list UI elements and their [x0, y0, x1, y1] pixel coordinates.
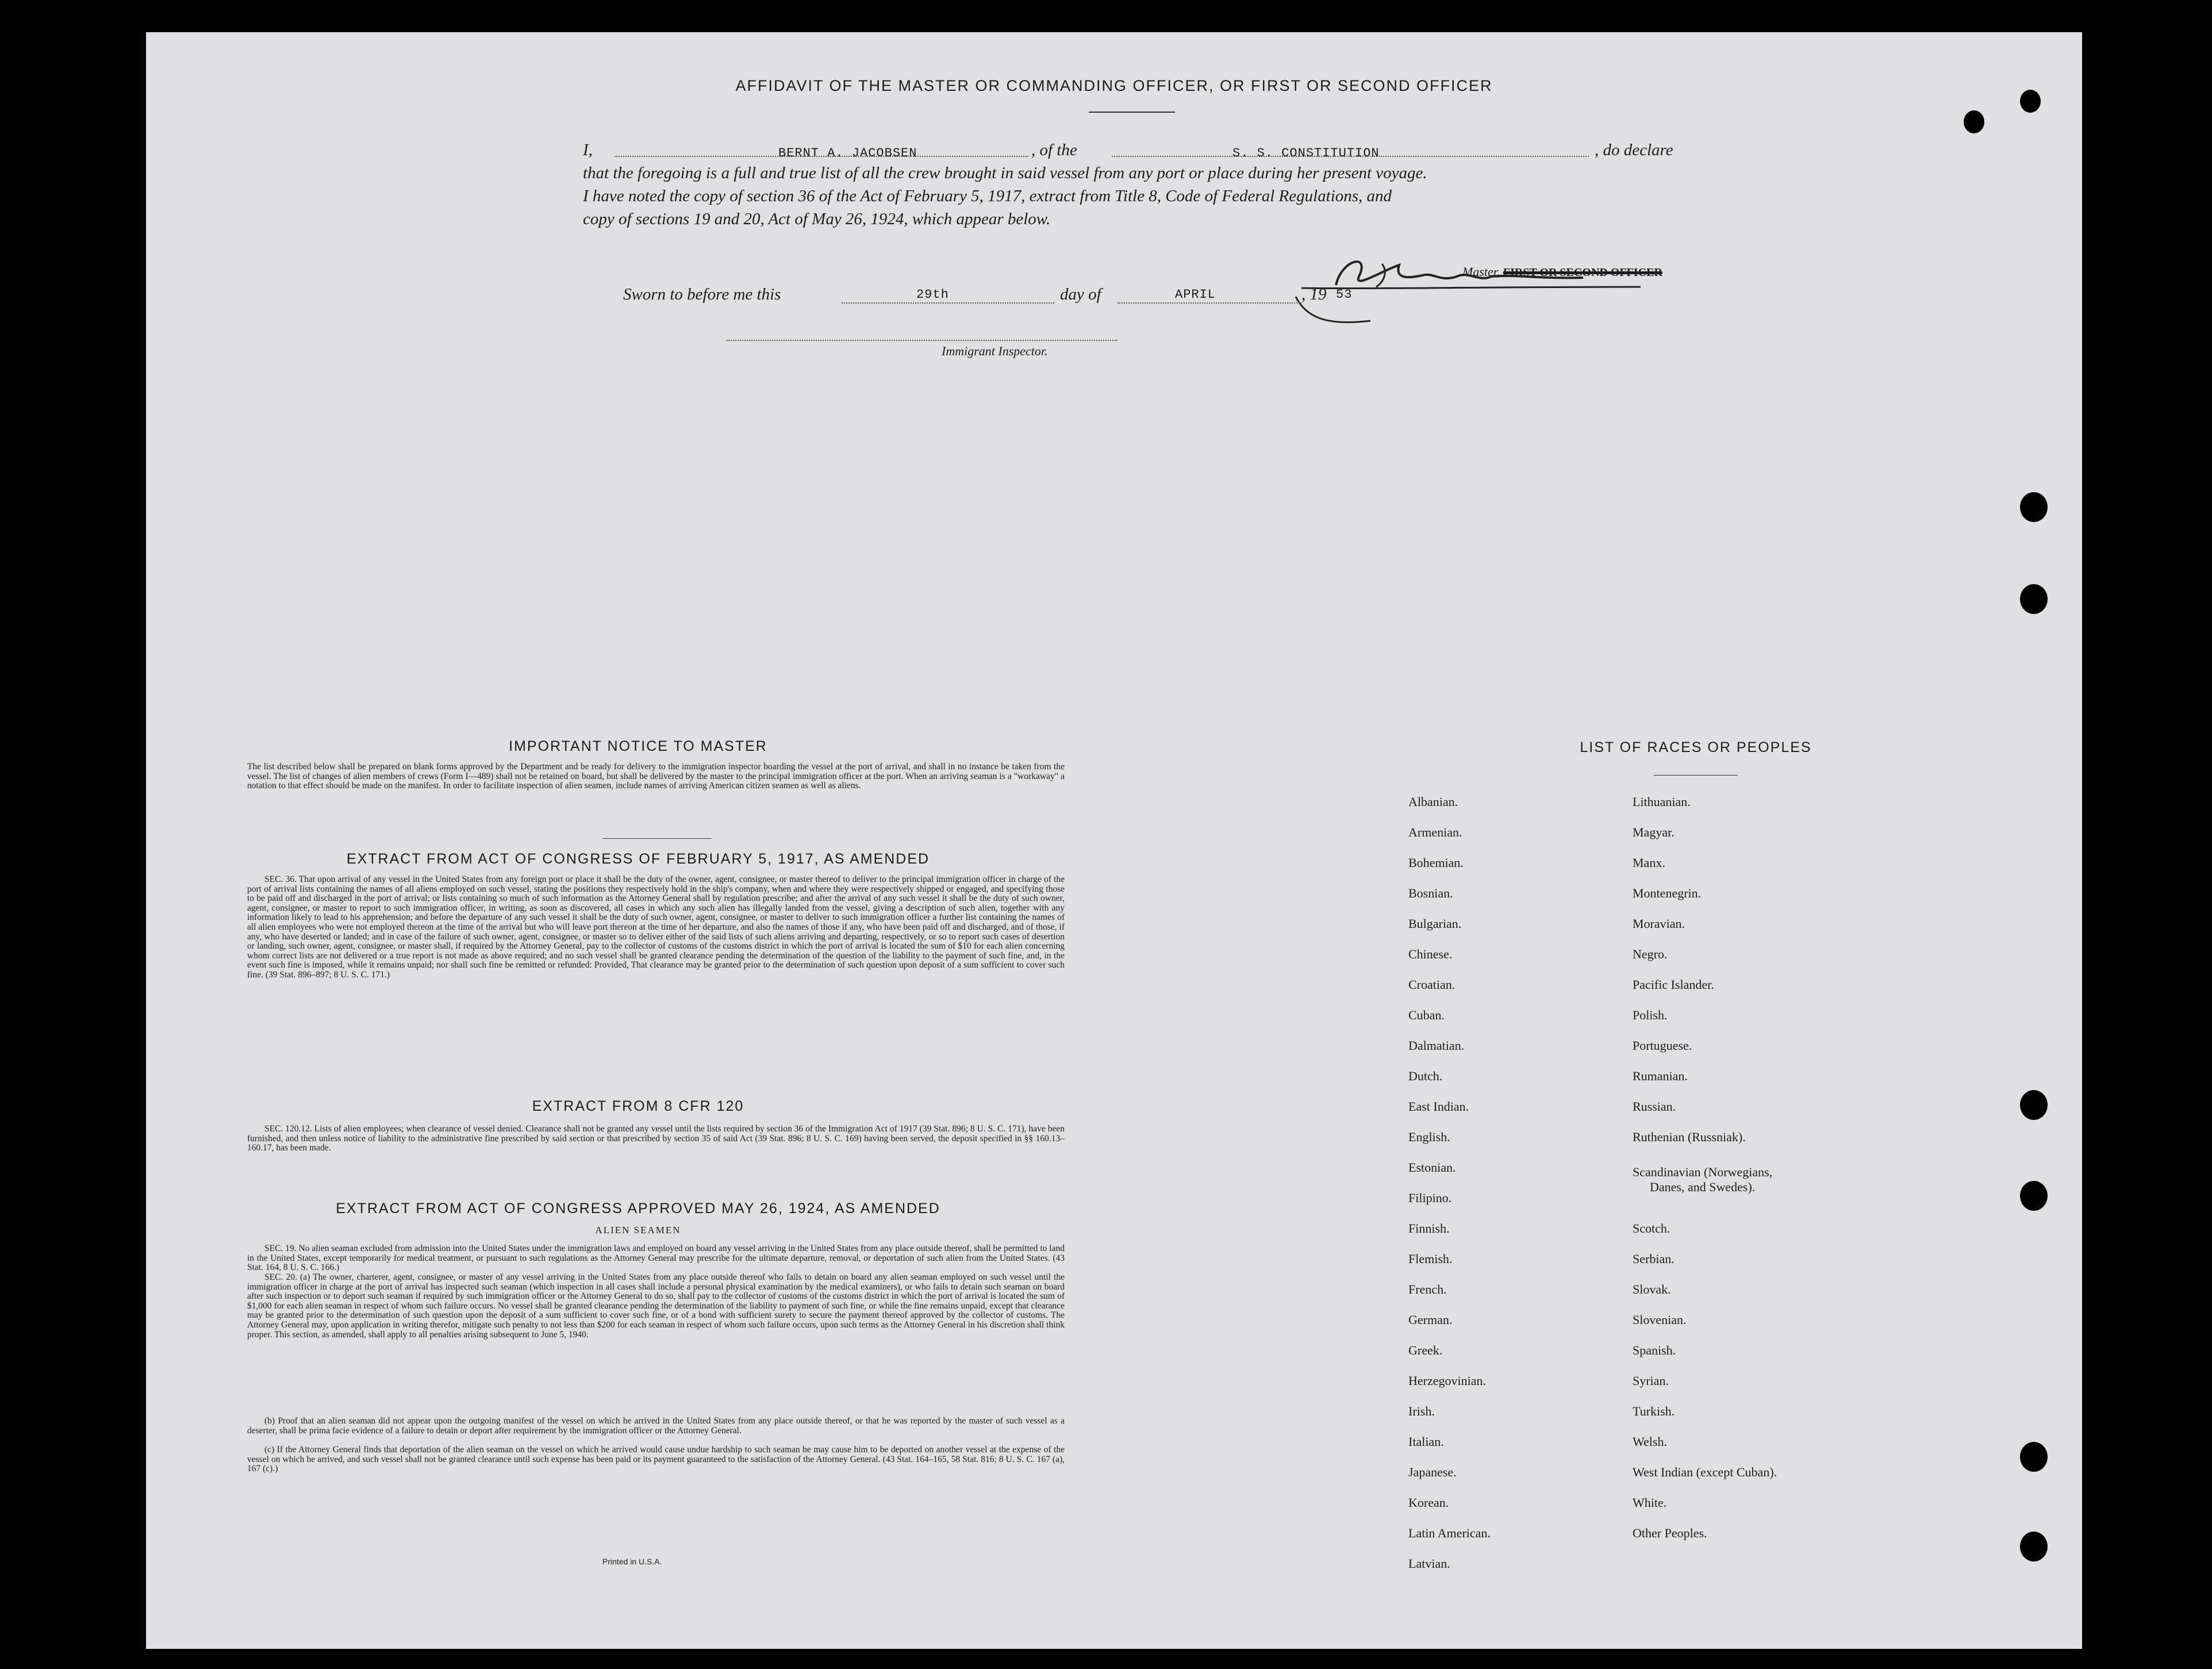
race-item: Negro.: [1633, 947, 1668, 961]
race-item: Magyar.: [1633, 825, 1675, 839]
race-item: Slovak.: [1633, 1282, 1671, 1296]
race-item: Serbian.: [1633, 1252, 1675, 1266]
race-item: Bohemian.: [1408, 855, 1464, 870]
race-item: Turkish.: [1633, 1404, 1675, 1418]
punch-hole: [2020, 584, 2048, 614]
punch-hole: [2020, 492, 2048, 522]
race-item: Latin American.: [1408, 1526, 1491, 1540]
do-declare-label: , do declare: [1595, 141, 1673, 159]
extract-1924-title: EXTRACT FROM ACT OF CONGRESS APPROVED MAY 26, 1924, AS AMENDED: [336, 1200, 940, 1217]
extract-1917-title: EXTRACT FROM ACT OF CONGRESS OF FEBRUARY 5, 1917, AS AMENDED: [346, 851, 930, 867]
master-name: BERNT A. JACOBSEN: [778, 146, 917, 160]
race-item: Croatian.: [1408, 977, 1456, 992]
race-item: Other Peoples.: [1633, 1526, 1707, 1540]
race-item: Portuguese.: [1633, 1038, 1692, 1053]
document-page: [146, 32, 2082, 1649]
race-item: Latvian.: [1408, 1556, 1450, 1571]
sworn-month-blank: [1117, 302, 1301, 304]
punch-hole: [2020, 1181, 2048, 1211]
race-item: Finnish.: [1408, 1221, 1450, 1236]
punch-hole: [2020, 90, 2041, 113]
sworn-line: [623, 285, 1543, 308]
alien-seamen-subtitle: ALIEN SEAMEN: [595, 1225, 681, 1236]
race-item: Bosnian.: [1408, 886, 1453, 900]
sec-19-text: SEC. 19. No alien seaman excluded from admission into the United States under the immigration laws and employed on board any vessel arriving in the United States from any place outside thereof, shall be permitted to land in the United States, except temporarily for medical treatment, or pursuant to such regulations as the Attorney General may prescribe for the ultimate departure, removal, or deportation of such alien from the United States. (43 Stat. 164, 8 U. S. C. 166.): [247, 1244, 1065, 1273]
affidavit-line-2: that the foregoing is a full and true list of all the crew brought in said vessel from any port or place during her present voyage.: [583, 164, 1427, 182]
sworn-year: 53: [1336, 287, 1353, 302]
of-the-label: , of the: [1031, 141, 1077, 159]
race-item: Welsh.: [1633, 1434, 1667, 1449]
day-of-label: day of: [1060, 285, 1101, 304]
year-prefix: , 19: [1301, 285, 1327, 304]
printed-in-usa: Printed in U.S.A.: [602, 1557, 662, 1566]
race-item: Pacific Islander.: [1633, 977, 1714, 992]
sworn-label: Sworn to before me this: [623, 285, 781, 304]
sec-20a-text: SEC. 20. (a) The owner, charterer, agent, consignee, or master of any vessel arriving in the United States from any place outside thereof who fails to detain on board any alien seaman employed on such vessel until the immigration officer in charge at the port of arrival has inspected such seaman (which inspection in all cases shall include a personal physical examination by the medical examiners), or who fails to detain such seaman on board after such inspection or to deport such seaman if required by such immigration officer or the Attorney General to do so, shall pay to the collector of customs of the customs district in which the port of arrival is located the sum of $1,000 for each alien seaman in respect of whom such failure occurs. No vessel shall be granted clearance pending the determination of the liability to payment of such fine, or while the fine remains unpaid, except that clearance may be granted prior to the determination of such question upon the deposit of a sum sufficient to cover such fine, or of a bond with sufficient surety to secure the payment thereof approved by the collector of customs. The Attorney General may, upon application in writing therefor, mitigate such penalty to not less than $200 for each seaman in respect of whom such failure occurs, upon such terms as the Attorney General in his discretion shall think proper. This section, as amended, shall apply to all penalties arising subsequent to June 5, 1940.: [247, 1272, 1065, 1340]
inspector-caption: Immigrant Inspector.: [942, 344, 1048, 358]
race-item: Spanish.: [1633, 1343, 1676, 1357]
race-item: West Indian (except Cuban).: [1633, 1465, 1777, 1479]
race-item: Dutch.: [1408, 1069, 1443, 1083]
races-rule: [1654, 775, 1738, 776]
cfr-title: EXTRACT FROM 8 CFR 120: [532, 1098, 744, 1114]
sec-20c-text: (c) If the Attorney General finds that deportation of the alien seaman on the vessel on which he arrived would cause undue hardship to such seaman he may cause him to be deported on another vessel at the expense of the vessel on which he arrived, and such vessel shall not be granted clearance until such expense has been paid or its payment guaranteed to the satisfaction of the Attorney General. (43 Stat. 164–165, 58 Stat. 816; 8 U. S. C. 167 (a), 167 (c).): [247, 1445, 1065, 1474]
cfr-text: SEC. 120.12. Lists of alien employees; when clearance of vessel denied. Clearance shall not be granted any vessel until the lists required by section 36 of the Immigration Act of 1917 (39 Stat. 896; 8 U. S. C. 171), have been furnished, and then unless notice of liability to the administrative fine prescribed by said section or that prescribed by section 35 of said Act (39 Stat. 896; 8 U. S. C. 169) having been served, the deposit specified in §§ 160.13–160.17, has been made.: [247, 1124, 1065, 1153]
title-rule: [1089, 112, 1175, 113]
race-item: Dalmatian.: [1408, 1038, 1465, 1053]
race-item: Chinese.: [1408, 947, 1453, 961]
notice-title: IMPORTANT NOTICE TO MASTER: [509, 738, 767, 754]
notice-rule: [602, 838, 712, 839]
race-item: Korean.: [1408, 1495, 1449, 1510]
punch-hole: [1964, 110, 1984, 133]
race-item: Estonian.: [1408, 1160, 1456, 1175]
race-item: Lithuanian.: [1633, 795, 1691, 809]
race-item: French.: [1408, 1282, 1447, 1296]
race-item: Ruthenian (Russniak).: [1633, 1130, 1746, 1144]
race-item: Syrian.: [1633, 1373, 1669, 1388]
sworn-day: 29th: [916, 287, 949, 302]
race-item: Greek.: [1408, 1343, 1443, 1357]
race-item: Scandinavian (Norwegians,: [1633, 1165, 1773, 1179]
master-caption-text: Master,: [1462, 264, 1500, 279]
affidavit-title: AFFIDAVIT OF THE MASTER OR COMMANDING OFFICER, OR FIRST OR SECOND OFFICER: [735, 77, 1493, 94]
race-item: English.: [1408, 1130, 1450, 1144]
race-item: Japanese.: [1408, 1465, 1457, 1479]
extract-1917-text: SEC. 36. That upon arrival of any vessel in the United States from any foreign port or place it shall be the duty of the owner, agent, consignee, or master thereof to deliver to the principal immigration officer in charge of the port of arrival lists containing the names of all aliens employed on such vessel, stating the positions they respectively hold in the ship's company, when and where they were respectively shipped or engaged, and specifying those to be paid off and discharged in the port of arrival; or lists containing so much of such information as the Attorney General shall by regulation prescribe; and after the arrival of any such vessel it shall be the duty of such owner, agent, consignee, or master to report to such immigration officer, in writing, as soon as discovered, all cases in which any such alien has illegally landed from the vessel, giving a description of such alien, together with any information likely to lead to his apprehension; and before the departure of any such vessel it shall be the duty of such owner, agent, consignee, or master to deliver to such immigration officer a further list containing the names of all alien employees who were not employed thereon at the time of the arrival but who will leave port thereon at the time of her departure, and also the names of those if any, who have been paid off and discharged, and of those, if any, who have deserted or landed; and in case of the failure of such owner, agent, consignee, or master so to deliver either of the said lists of such aliens arriving and departing, respectively, or so to report such cases of desertion or landing, such owner, agent, consignee, or master shall, if required by the Attorney General, pay to the collector of customs of the customs district in which the port of arrival is located the sum of $10 for each alien concerning whom correct lists are not delivered or a true report is not made as above required; and no such vessel shall be granted clearance pending the determination of the question of the liability to the payment of such fine, and, in the event such fine is imposed, while it remains unpaid; nor shall such fine be remitted or refunded: Provided, That clearance may be granted prior to the determination of such question upon deposit of a sum sufficient to cover such fine. (39 Stat. 896–897; 8 U. S. C. 171.): [247, 874, 1065, 980]
race-item: Danes, and Swedes).: [1650, 1180, 1756, 1194]
struck-caption: FIRST OR SECOND OFFICER: [1503, 266, 1662, 279]
race-item: Slovenian.: [1633, 1313, 1687, 1327]
race-item: Albanian.: [1408, 795, 1458, 809]
sec-20b-text: (b) Proof that an alien seaman did not appear upon the outgoing manifest of the vessel on which he arrived in the United States from any place outside thereof, or that he was reported by the master of such vessel as a deserter, shall be prima facie evidence of a failure to detain or deport after requirement by the immigration officer or the Attorney General.: [247, 1416, 1065, 1436]
race-item: Manx.: [1633, 855, 1665, 870]
affidavit-i: I,: [583, 141, 593, 159]
punch-hole: [2020, 1090, 2048, 1120]
races-title: LIST OF RACES OR PEOPLES: [1580, 739, 1812, 755]
race-item: Montenegrin.: [1633, 886, 1702, 900]
race-item: East Indian.: [1408, 1099, 1469, 1114]
inspector-signature-line: [727, 340, 1117, 341]
race-item: Cuban.: [1408, 1008, 1445, 1022]
affidavit-line-4: copy of sections 19 and 20, Act of May 26, 1924, which appear below.: [583, 210, 1051, 228]
races-column-1: [1408, 786, 1615, 1579]
race-item: Russian.: [1633, 1099, 1676, 1114]
races-column-2: [1633, 786, 1920, 1548]
punch-hole: [2020, 1442, 2048, 1472]
affidavit-line-3: I have noted the copy of section 36 of the Act of February 5, 1917, extract from Title 8, Code of Federal Regulations, and: [583, 187, 1392, 205]
sworn-day-blank: [842, 302, 1054, 304]
sworn-month: APRIL: [1175, 287, 1216, 302]
race-item: German.: [1408, 1313, 1453, 1327]
race-item: Armenian.: [1408, 825, 1462, 839]
race-item: Polish.: [1633, 1008, 1668, 1022]
race-item: Rumanian.: [1633, 1069, 1688, 1083]
race-item: White.: [1633, 1495, 1667, 1510]
race-item: Scotch.: [1633, 1221, 1670, 1236]
punch-hole: [2020, 1532, 2048, 1561]
master-caption: [1462, 264, 1662, 279]
notice-text: The list described below shall be prepared on blank forms approved by the Department and be ready for delivery to the immigration inspector boarding the vessel at the port of arrival, and shall in no instance be taken from the vessel. The list of changes of alien members of crews (Form I—489) shall not be retained on board, but shall be delivered by the master to the principal immigration officer at the port. When an arriving seaman is a "workaway" a notation to that effect should be made on the manifest. In order to facilitate inspection of alien seamen, include names of arriving American citizen seamen as well as aliens.: [247, 762, 1065, 791]
race-item-scandinavian: [1633, 1152, 1920, 1194]
race-item: Moravian.: [1633, 916, 1685, 931]
race-item: Flemish.: [1408, 1252, 1453, 1266]
race-item: Italian.: [1408, 1434, 1444, 1449]
race-item: Irish.: [1408, 1404, 1435, 1418]
affidavit-line-1: [583, 139, 1807, 162]
race-item: Herzegovinian.: [1408, 1373, 1486, 1388]
race-item: Bulgarian.: [1408, 916, 1462, 931]
vessel-name: S. S. CONSTITUTION: [1232, 146, 1380, 160]
race-item: Filipino.: [1408, 1191, 1452, 1205]
